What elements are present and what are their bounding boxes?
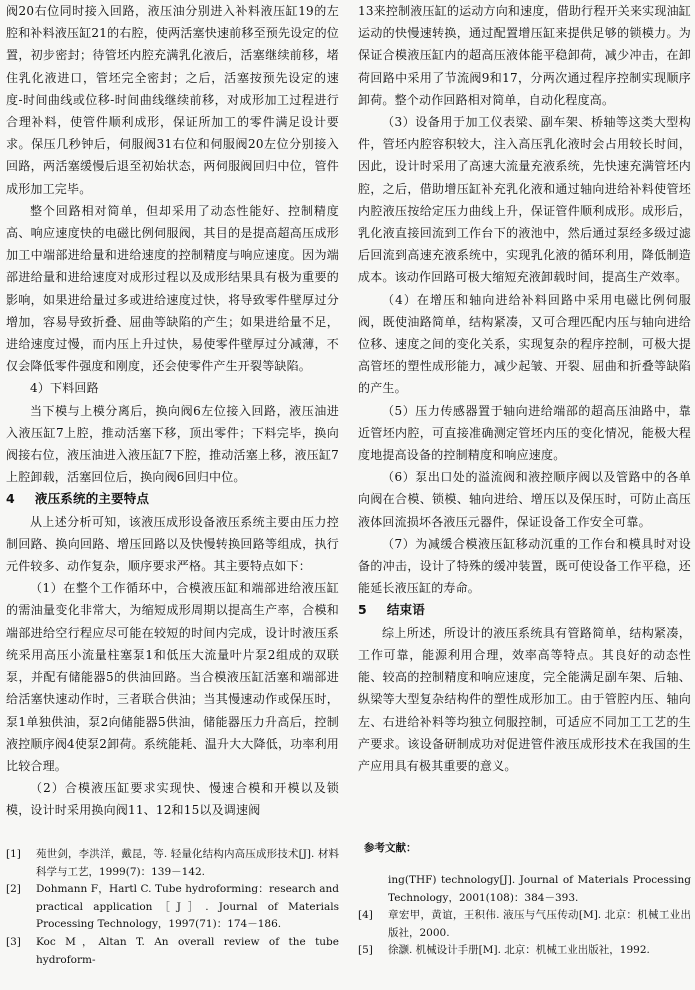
- paper-page: [6, 0, 690, 990]
- reference-text: 苑世剑，李洪洋，戴昆，等. 轻量化结构内高压成形技术[J]. 材料科学与工艺，1999(7)：139－142.: [36, 848, 339, 878]
- section-title: 结束语: [386, 602, 426, 618]
- reference-text: 徐灏. 机械设计手册[M]. 北京：机械工业出版社，1992.: [388, 944, 650, 957]
- paragraph: （3）设备用于加工仪表梁、副车架、桥轴等这类大型构件，管坯内腔容积较大，注入高压乳化液时会占用较长时间，因此，设计时采用了高速大流量充液系统，先快速充满管坯内腔，之后，借助增压缸补充乳化液和通过轴向进给补料使管坯内腔液压按给定压力曲线上升，保证管件顺利成形。成形后，乳化液直接回流到工作台下的液池中，然后通过泵经多级过滤后回流到高速充液系统中，实现乳化液的循环利用，降低制造成本。该动作回路可极大缩短充液卸载时间，提高生产效率。: [358, 115, 691, 285]
- references-heading: 参考文献：: [364, 842, 417, 854]
- left-column: [6, 0, 339, 822]
- reference-number: [5]: [358, 944, 373, 957]
- reference-item: [358, 872, 691, 907]
- paragraph: 从上述分析可知，该液压成形设备液压系统主要由压力控制回路、换向回路、增压回路以及快慢转换回路等组成，执行元件较多、动作复杂，顺序要求严格。其主要特点如下：: [6, 514, 339, 574]
- reference-number: [3]: [6, 935, 21, 948]
- reference-item: [358, 907, 691, 942]
- section-number: 4: [6, 491, 15, 507]
- reference-number: [4]: [358, 909, 373, 922]
- paragraph: （7）为减缓合模液压缸移动沉重的工作台和模具时对设备的冲击，设计了特殊的缓冲装置，既可使设备工作平稳，还能延长液压缸的寿命。: [358, 536, 691, 596]
- references-left: [6, 846, 339, 969]
- paragraph: （2）合模液压缸要求实现快、慢速合模和开模以及锁模，设计时采用换向阀11、12和15以及调速阀: [6, 781, 339, 818]
- section-title: 液压系统的主要特点: [34, 491, 150, 507]
- section-heading: [6, 488, 339, 510]
- section-number: 5: [358, 602, 367, 618]
- reference-item: [6, 846, 339, 881]
- reference-number: [1]: [6, 848, 21, 860]
- reference-text: Koc M，Altan T. An overall review of the tube hydroform-: [36, 935, 339, 966]
- paragraph: （6）泵出口处的溢流阀和液控顺序阀以及管路中的各单向阀在合模、锁模、轴向进给、增压以及保压时，可防止高压液体回流损坏各液压元器件，保证设备工作安全可靠。: [358, 470, 691, 529]
- reference-number: [2]: [6, 883, 21, 896]
- reference-text: 章宏甲，黄谊，王积伟. 液压与气压传动[M]. 北京：机械工业出版社，2000.: [388, 909, 691, 939]
- reference-item: [6, 881, 339, 934]
- section-heading: [358, 599, 691, 621]
- reference-item: [6, 934, 339, 969]
- paragraph: 13来控制液压缸的运动方向和速度，借助行程开关来实现油缸运动的快慢速转换，通过配置增压缸来提供足够的锁模力。为保证合模液压缸内的超高压液体能平稳卸荷，减少冲击，在卸荷回路中采用了节流阀9和17，分两次通过程序控制实现顺序卸荷。整个动作回路相对简单，自动化程度高。: [358, 4, 691, 107]
- subsection-heading: 4）下料回路: [30, 381, 99, 396]
- paragraph: （5）压力传感器置于轴向进给端部的超高压油路中，靠近管坯内腔，可直接准确测定管坯内压的变化情况，能极大程度地提高设备的控制精度和响应速度。: [358, 403, 691, 463]
- reference-text: ing(THF) technology[J]. Journal of Materials Processing Technology，2001(108)：384－393.: [388, 874, 691, 904]
- paragraph: 综上所述，所设计的液压系统具有管路简单，结构紧凑，工作可靠，能源利用合理，效率高等特点。其良好的动态性能、较高的控制精度和响应速度，完全能满足副车架、后轴、纵梁等大型复杂结构件的塑性成形加工。由于管腔内压、轴向左、右进给补料等均独立伺服控制，可适应不同加工工艺的生产要求。该设备研制成功对促进管件液压成形技术在我国的生产应用具有极其重要的意义。: [358, 625, 691, 773]
- paragraph: （1）在整个工作循环中，合模液压缸和端部进给液压缸的需油量变化非常大，为缩短成形周期以提高生产率，合模和端部进给空行程应尽可能在较短的时间内完成，设计时液压系统采用高压小流量柱塞泵1和低压大流量叶片泵2组成的双联泵，并配有储能器5的供油回路。当合模液压缸活塞和端部进给活塞快速动作时，三者联合供油；当其慢速动作或保压时，泵1单独供油，泵2向储能器5供油，储能器压力升高后，控制液控顺序阀4使泵2卸荷。系统能耗、温升大大降低，功率利用比较合理。: [6, 581, 339, 773]
- references-right: [358, 872, 691, 960]
- paragraph: 当下模与上模分离后，换向阀6左位接入回路，液压油进入液压缸7上腔，推动活塞下移，顶出零件；下料完毕，换向阀接右位，液压油进入液压缸7下腔，推动活塞上移，液压缸7上腔卸载，活塞回位后，换向阀6回归中位。: [6, 403, 339, 485]
- reference-text: Dohmann F，Hartl C. Tube hydroforming：research and practical application［J］. Journal of Materials Processing Technology，1997(71)：174－186.: [36, 883, 339, 931]
- reference-item: [358, 942, 691, 960]
- right-column: [358, 0, 691, 777]
- paragraph: （4）在增压和轴向进给补料回路中采用电磁比例伺服阀，既使油路简单，结构紧凑，又可合理匹配内压与轴向进给位移、速度之间的变化关系，实现复杂的程序控制，可极大提高管坯的塑性成形能力，减少起皱、开裂、屈曲和折叠等缺陷的产生。: [358, 292, 691, 396]
- paragraph: 整个回路相对简单，但却采用了动态性能好、控制精度高、响应速度快的电磁比例伺服阀，其目的是提高超高压成形加工中端部进给量和进给速度的控制精度与响应速度。因为端部进给量和进给速度对成形过程以及成形结果具有极为重要的影响，如果进给量过多或进给速度过快，将导致零件壁厚过分增加，容易导致折叠、屈曲等缺陷的产生；如果进给量不足，进给速度过慢，而内压上升过快，易使零件壁厚过分减薄，不仅会降低零件强度和刚度，还会使零件产生开裂等缺陷。: [6, 203, 339, 374]
- paragraph: 阀20右位同时接入回路，液压油分别进入补料液压缸19的左腔和补料液压缸21的右腔，使两活塞快速前移至预先设定的位置，初步密封；待管坯内腔充满乳化液后，活塞继续前移，堵住乳化液进口，管坯完全密封；之后，活塞按预先设定的速度-时间曲线或位移-时间曲线继续前移，对成形加工过程进行合理补料，使管件顺利成形，保证所加工的零件满足设计要求。保压几秒钟后，伺服阀31右位和伺服阀20左位分别接入回路，两活塞缓慢后退至初始状态，两伺服阀回归中位，管件成形加工完毕。: [6, 4, 339, 196]
- reference-number: [358, 872, 388, 907]
